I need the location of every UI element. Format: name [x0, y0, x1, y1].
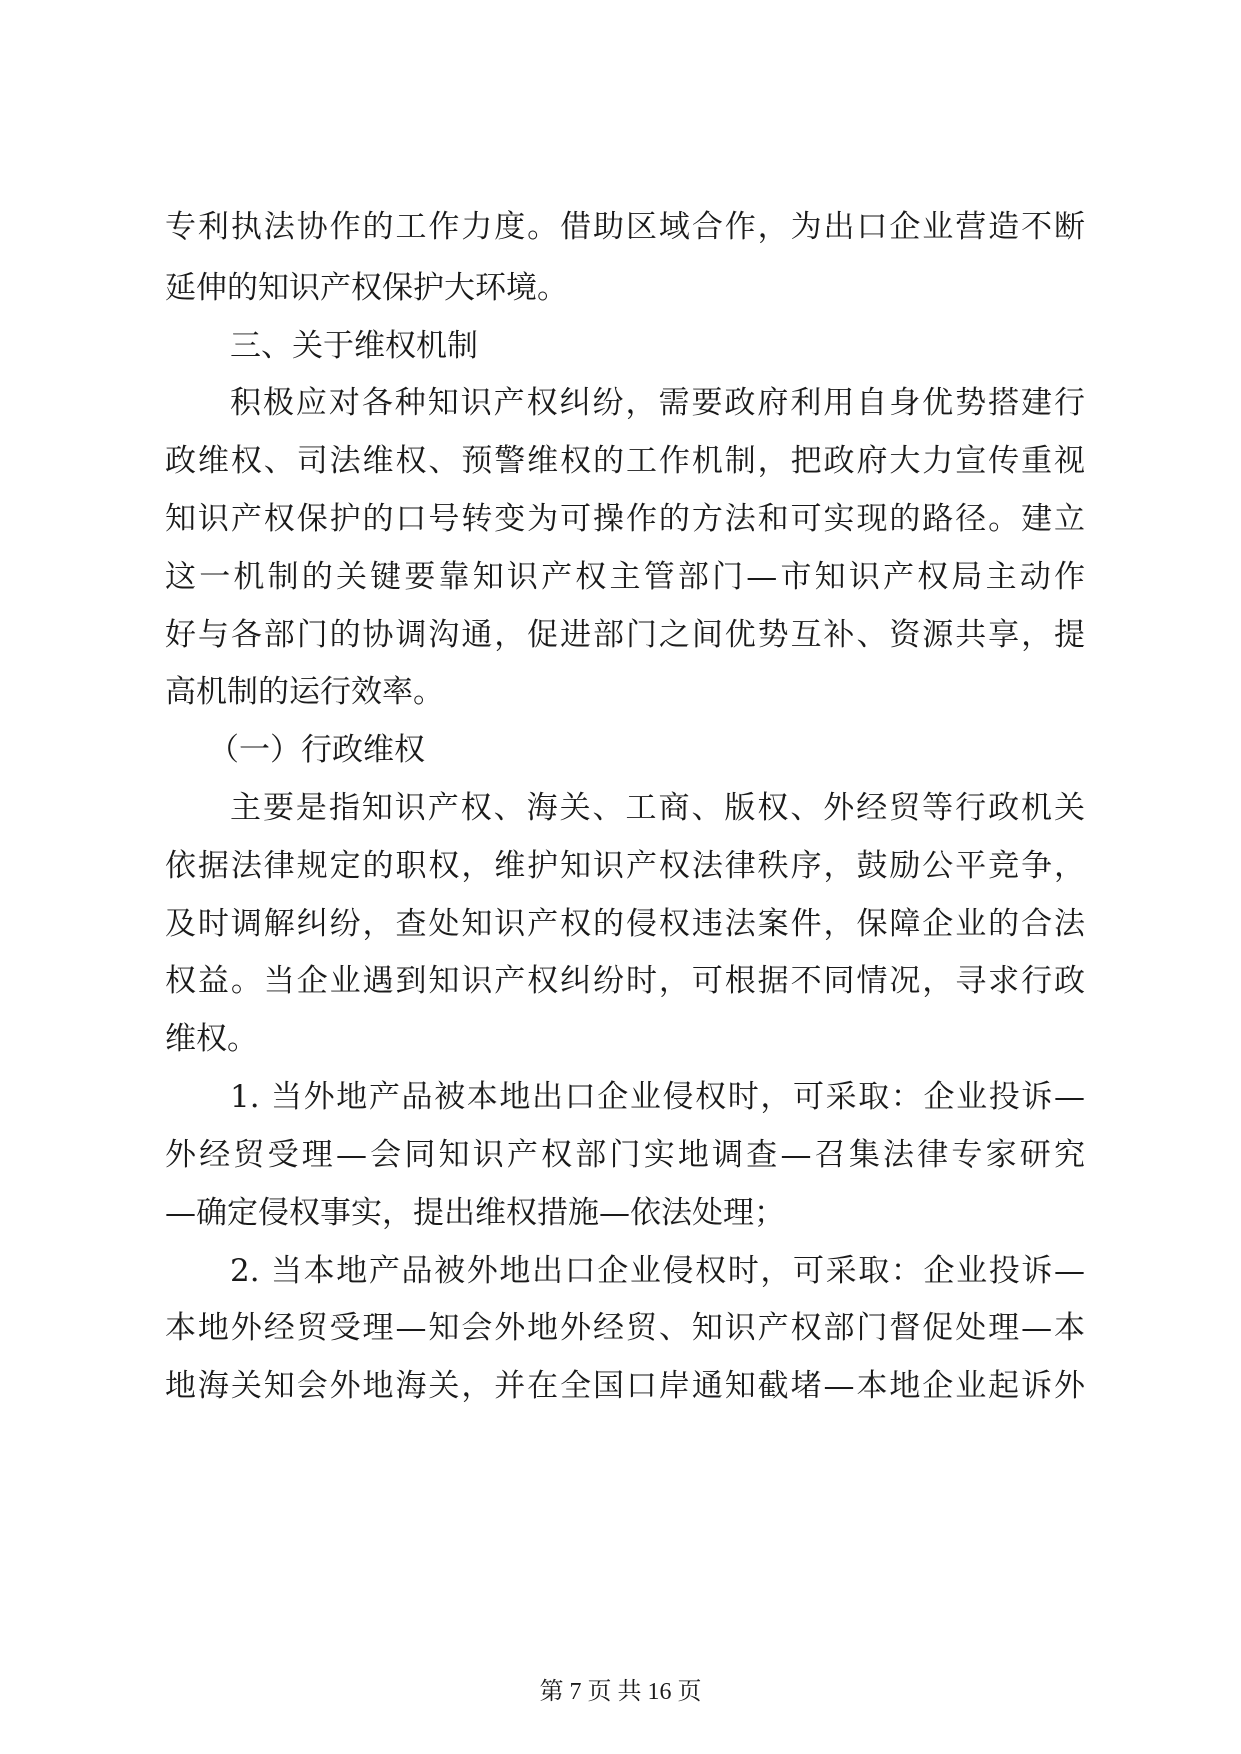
page-number-footer: 第 7 页 共 16 页: [539, 1679, 702, 1705]
body-text-line: 高机制的运行效率。: [165, 674, 444, 710]
body-text-line: 依据法律规定的职权，维护知识产权法律秩序，鼓励公平竞争，: [165, 848, 1085, 884]
subsection-heading: （一）行政维权: [208, 732, 425, 768]
body-text-line: 主要是指知识产权、海关、工商、版权、外经贸等行政机关: [230, 790, 1085, 826]
body-text-line: 积极应对各种知识产权纠纷，需要政府利用自身优势搭建行: [230, 385, 1085, 421]
body-text-line: 知识产权保护的口号转变为可操作的方法和可实现的路径。建立: [165, 501, 1085, 537]
list-item-line: 2. 当本地产品被外地出口企业侵权时，可采取：企业投诉—: [230, 1253, 1085, 1289]
body-text-line: 及时调解纠纷，查处知识产权的侵权违法案件，保障企业的合法: [165, 906, 1085, 942]
body-text-line: 好与各部门的协调沟通，促进部门之间优势互补、资源共享，提: [165, 617, 1085, 653]
section-heading: 三、关于维权机制: [230, 328, 478, 364]
list-item-line: 1. 当外地产品被本地出口企业侵权时，可采取：企业投诉—: [230, 1079, 1085, 1115]
list-item-line: 外经贸受理—会同知识产权部门实地调查—召集法律专家研究: [165, 1137, 1085, 1173]
list-item-line: 地海关知会外地海关，并在全国口岸通知截堵—本地企业起诉外: [165, 1368, 1085, 1404]
list-item-line: 本地外经贸受理—知会外地外经贸、知识产权部门督促处理—本: [165, 1310, 1085, 1346]
body-text-line: 延伸的知识产权保护大环境。: [165, 270, 568, 306]
body-text-line: 权益。当企业遇到知识产权纠纷时，可根据不同情况，寻求行政: [165, 963, 1085, 999]
body-text-line: 这一机制的关键要靠知识产权主管部门—市知识产权局主动作: [165, 559, 1085, 595]
list-item-line: —确定侵权事实，提出维权措施—依法处理；: [165, 1195, 785, 1231]
body-text-line: 维权。: [165, 1021, 258, 1057]
body-text-line: 专利执法协作的工作力度。借助区域合作，为出口企业营造不断: [165, 209, 1085, 245]
body-text-line: 政维权、司法维权、预警维权的工作机制，把政府大力宣传重视: [165, 443, 1085, 479]
